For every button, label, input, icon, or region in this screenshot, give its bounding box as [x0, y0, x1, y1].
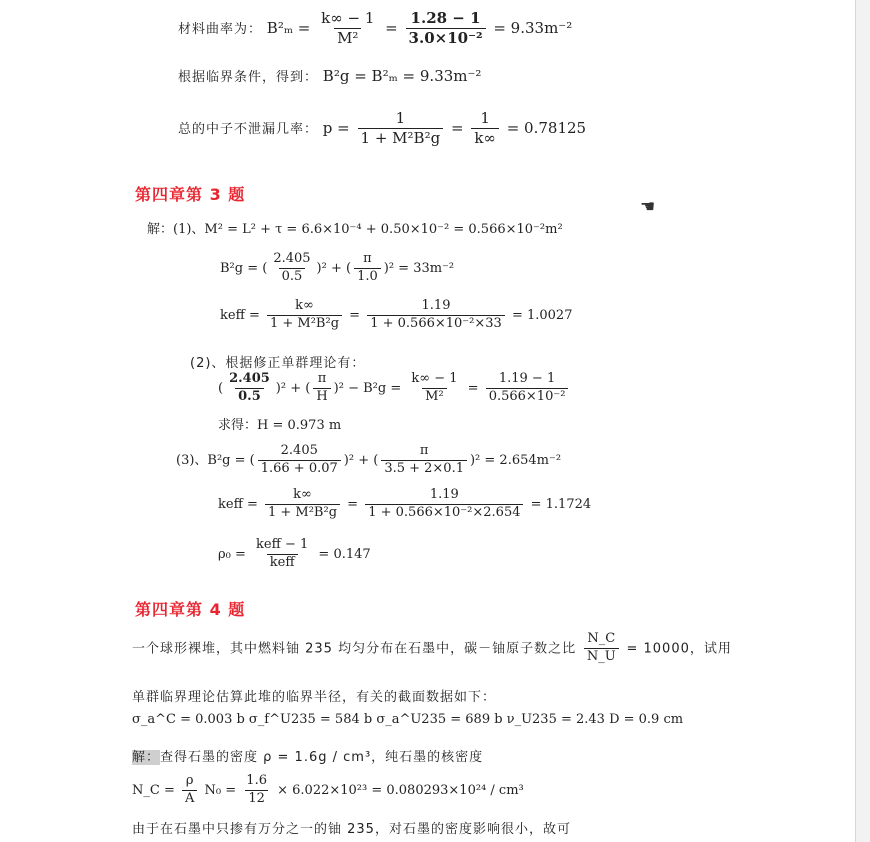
curvature-line: 材料曲率为： B²ₘ = $\frac{k\infty - 1}{\text{M²}}$ = $\frac{1.28 - 1}{\text{3.0×10⁻²}}$ = 9.33m⁻²: [178, 9, 573, 48]
fraction: $\frac{\pi}{3.5 + 2\times 0.1}$: [381, 444, 467, 477]
fraction: $\frac{N\_C}{N\_U}$: [584, 632, 619, 665]
curvature-label: 材料曲率为：: [178, 21, 263, 37]
critical-condition-line: 根据临界条件，得到： B²g = B²ₘ = 9.33m⁻²: [178, 67, 482, 85]
problem4-solution-intro: 解：查得石墨的密度 ρ = 1.6g / cm³，纯石墨的核密度: [132, 750, 484, 765]
fraction: $\frac{1}{\text{1 + M²B²g}}$: [358, 110, 444, 148]
modified-theory-equation: ( $\frac{2.405}{0.5}$ )² + ( $\frac{\pi}{H}$ )² − B²g = $\frac{k\infty - 1}{\text{M²}}$ = $\frac{1.19 - 1}{\text{0.566×10⁻²}}$: [218, 372, 571, 405]
fraction: $\frac{\pi}{H}$: [313, 372, 330, 405]
section-heading-ch4-q4: 第四章第 4 题: [135, 600, 246, 619]
fraction: $\frac{k\infty}{\text{1 + M²B²g}}$: [265, 488, 340, 521]
cross-section-data: σ_a^C = 0.003 b σ_f^U235 = 584 b σ_a^U235 = 689 b ν_U235 = 2.43 D = 0.9 cm: [132, 712, 684, 727]
problem4-statement-line2: 单群临界理论估算此堆的临界半径，有关的截面数据如下：: [132, 690, 497, 705]
solution-part1-line: 解：(1)、M² = L² + τ = 6.6×10⁻⁴ + 0.50×10⁻² = 0.566×10⁻²m²: [147, 222, 563, 237]
fraction: $\frac{k\infty}{\text{1 + M²B²g}}$: [267, 299, 342, 332]
fraction: $\frac{1.19}{\text{1 + 0.566×10⁻²×2.654}}$: [365, 488, 523, 521]
keff-line-1: keff = $\frac{k\infty}{\text{1 + M²B²g}}$ = $\frac{1.19}{\text{1 + 0.566×10⁻²×33}}$ = 1.0027: [220, 298, 573, 331]
solution-part2-label: (2)、根据修正单群理论有：: [190, 356, 366, 371]
hand-cursor-icon: ☚: [640, 197, 656, 217]
fraction: $\frac{1}{k\infty}$: [471, 110, 499, 148]
fraction: $\frac{k\infty - 1}{\text{M²}}$: [321, 9, 375, 48]
fraction: $\frac{2.405}{0.5}$: [273, 251, 311, 284]
fraction: $\frac{1.28 - 1}{\text{3.0×10⁻²}}$: [406, 10, 486, 48]
section-heading-ch4-q3: 第四章第 3 题: [135, 185, 246, 204]
problem4-last-line: 由于在石墨中只掺有万分之一的铀 235，对石墨的密度影响很小，故可: [132, 822, 571, 837]
curvature-result: = 9.33m⁻²: [493, 18, 573, 37]
vertical-scrollbar[interactable]: [855, 0, 870, 842]
fraction: $\frac{\text{keff − 1}}{\text{keff}}$: [256, 537, 309, 570]
keff-line-2: keff = $\frac{k\infty}{\text{1 + M²B²g}}$ = $\frac{1.19}{\text{1 + 0.566×10⁻²×2.654}}$ = 1.1724: [218, 487, 592, 520]
fraction: $\frac{k\infty - 1}{\text{M²}}$: [411, 371, 458, 404]
critical-condition-expr: B²g = B²ₘ = 9.33m⁻²: [322, 67, 482, 85]
solution-part3-line: (3)、B²g = ( $\frac{2.405}{1.66 + 0.07}$ )² + ( $\frac{\pi}{3.5 + 2\times 0.1}$ )² = 2.654m⁻²: [176, 443, 562, 476]
geometric-buckling-line: B²g = ( $\frac{2.405}{0.5}$ )² + ( $\frac{\pi}{1.0}$ )² = 33m⁻²: [220, 251, 455, 284]
fraction: $\frac{1.19}{\text{1 + 0.566×10⁻²×33}}$: [367, 299, 505, 332]
non-leakage-line: 总的中子不泄漏几率： p = $\frac{1}{\text{1 + M²B²g}}$ = $\frac{1}{k\infty}$ = 0.78125: [178, 109, 587, 148]
fraction: $\frac{1.6}{12}$: [246, 773, 267, 806]
height-result: 求得：H = 0.973 m: [218, 418, 342, 433]
reactivity-line: ρ₀ = $\frac{\text{keff − 1}}{\text{keff}}$ = 0.147: [218, 537, 371, 570]
carbon-density-line: N_C = $\frac{\rho}{A}$ N₀ = $\frac{1.6}{12}$ × 6.022×10²³ = 0.080293×10²⁴ / cm³: [132, 773, 524, 806]
fraction: $\frac{2.405}{0.5}$: [229, 371, 270, 404]
fraction: $\frac{\pi}{1.0}$: [354, 252, 381, 285]
problem4-statement-line1: 一个球形裸堆，其中燃料铀 235 均匀分布在石墨中，碳－铀原子数之比 $\frac{N\_C}{N\_U}$ = 10000，试用: [132, 631, 732, 664]
curvature-lhs: B²ₘ =: [266, 18, 311, 37]
fraction: $\frac{1.19 - 1}{\text{0.566×10⁻²}}$: [486, 372, 569, 405]
fraction: $\frac{\rho}{A}$: [182, 774, 197, 807]
fraction: $\frac{2.405}{1.66 + 0.07}$: [258, 444, 341, 477]
non-leakage-result: = 0.78125: [506, 118, 587, 137]
